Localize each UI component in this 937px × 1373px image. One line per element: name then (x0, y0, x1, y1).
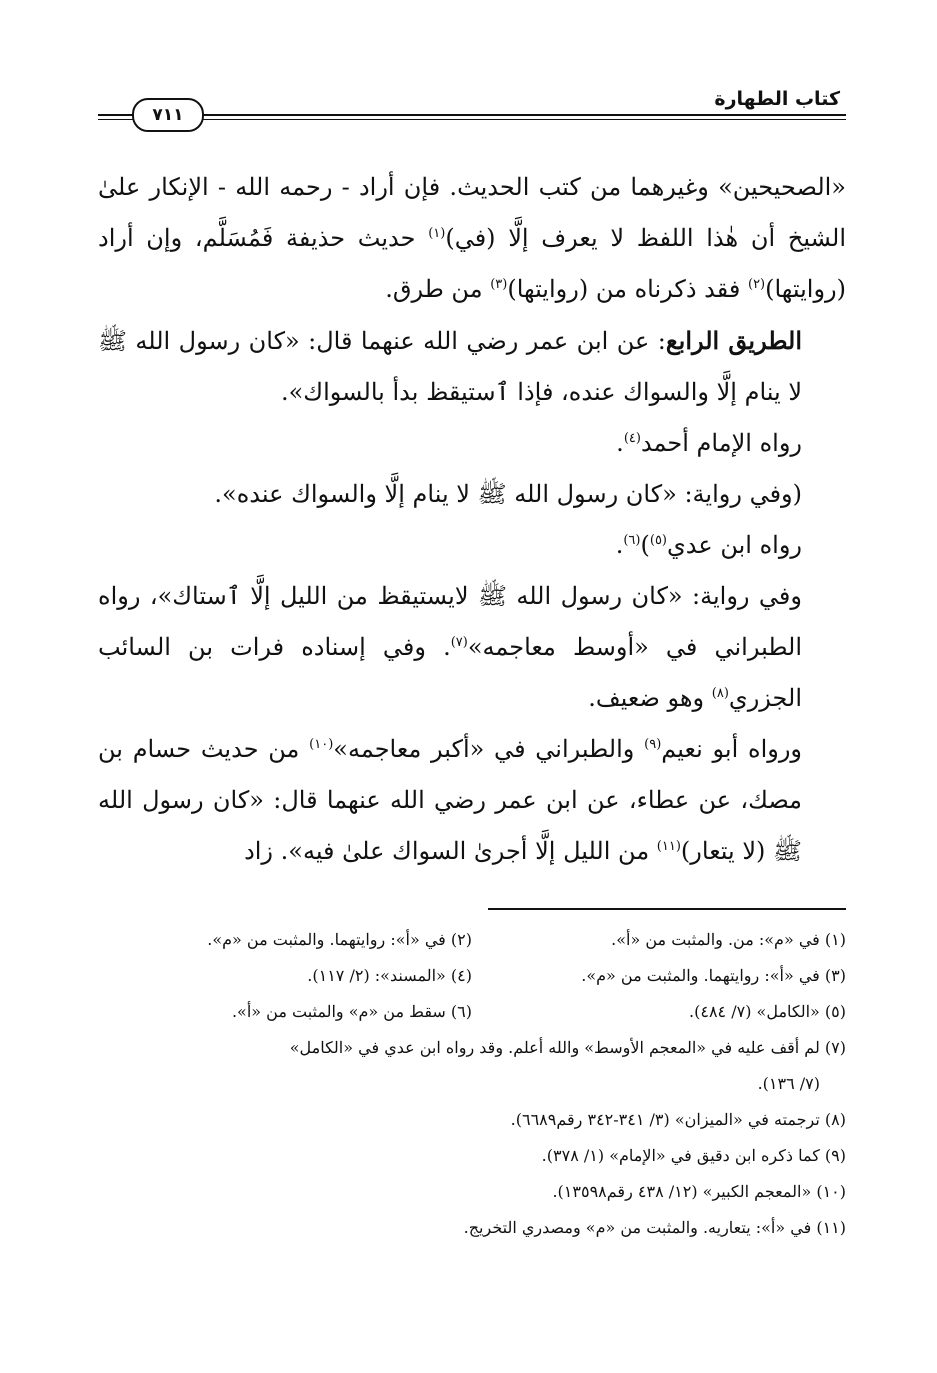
footnote-5: (٥) «الكامل» (٧/ ٤٨٤). (689, 1002, 846, 1021)
paragraph-6 (98, 571, 846, 724)
footnote-ref-10: (١٠) (309, 737, 334, 752)
text-run: ) (640, 531, 650, 559)
footnote-11: (١١) في «أ»: يتعاريه. والمثبت من «م» ومصدري التخريج. (463, 1218, 846, 1237)
header-rule-top (98, 114, 846, 116)
footnote-ref-7: (٧) (450, 635, 468, 650)
text-run: . وفي إسناده فرات بن السائب الجزري (98, 633, 802, 712)
paragraph-4 (98, 469, 846, 520)
text-run: : عن ابن عمر رضي الله عنهما قال: «كان رسول الله ﷺ لا ينام إلَّا والسواك عنده، فإذا ٱستيقظ بدأ بالسواك». (98, 327, 802, 406)
text-run: . (616, 429, 624, 457)
header-rule-bottom (98, 119, 846, 120)
text-run: (وفي رواية: «كان رسول الله ﷺ لا ينام إلَّا والسواك عنده». (214, 480, 802, 508)
paragraph-3 (98, 418, 846, 469)
footnote-row (98, 958, 846, 994)
text-run: «الصحيحين» وغيرهما من كتب الحديث. فإن أراد - رحمه الله - الإنكار علىٰ الشيخ أن هٰذا اللفظ لا يعرف إلَّا (في) (98, 173, 846, 252)
footnote-ref-8: (٨) (711, 686, 729, 701)
footnote-ref-11: (١١) (656, 839, 681, 854)
text-run: حديث حذيفة فَمُسَلَّم، وإن أراد (روايتها) (98, 224, 846, 303)
footnote-1: (١) في «م»: من. والمثبت من «أ». (611, 930, 846, 949)
footnote-ref-1: (١) (428, 226, 446, 241)
text-run: رواه الإمام أحمد (640, 429, 802, 457)
footnotes (98, 922, 846, 1246)
footnote-row (98, 922, 846, 958)
footnote-ref-4: (٤) (623, 431, 641, 446)
text-run: ورواه أبو نعيم (661, 735, 803, 763)
footnote-6: (٦) سقط من «م» والمثبت من «أ». (231, 1002, 472, 1021)
text-run: والطبراني في «أكبر معاجمه» (333, 735, 645, 763)
text-run: رواه ابن عدي (667, 531, 802, 559)
paragraph-7 (98, 724, 846, 877)
section-heading: الطريق الرابع (665, 326, 802, 355)
text-run: فقد ذكرناه من (روايتها) (507, 275, 748, 303)
footnote-7: (٧) لم أقف عليه في «المعجم الأوسط» والله أعلم. وقد رواه ابن عدي في «الكامل» (289, 1038, 846, 1057)
footnote-ref-3: (٣) (490, 277, 508, 292)
text-run: وهو ضعيف. (588, 684, 712, 712)
footnote-7-continued: (٧/ ١٣٦). (757, 1074, 820, 1093)
book-title: كتاب الطهارة (714, 88, 840, 110)
text-run: . (615, 531, 624, 559)
footnote-ref-9: (٩) (644, 737, 662, 752)
text-run: من الليل إلَّا أجرىٰ السواك علىٰ فيه». زاد (244, 837, 657, 865)
footnote-ref-2: (٢) (747, 277, 766, 292)
footnote-10: (١٠) «المعجم الكبير» (١٢/ ٤٣٨ رقم١٣٥٩٨). (552, 1182, 846, 1201)
paragraph-5 (98, 520, 846, 571)
footnote-9: (٩) كما ذكره ابن دقيق في «الإمام» (١/ ٣٧٨). (541, 1146, 846, 1165)
paragraph-2 (98, 315, 846, 418)
footnote-ref-6: (٦) (623, 533, 641, 548)
footnote-ref-5: (٥) (649, 533, 667, 548)
text-run: من طرق. (385, 275, 491, 303)
footnote-4: (٤) «المسند»: (٢/ ١١٧). (307, 966, 472, 985)
page-number: ٧١١ (132, 98, 204, 132)
footnote-8: (٨) ترجمته في «الميزان» (٣/ ٣٤١-٣٤٢ رقم٦٦٨٩). (510, 1110, 846, 1129)
text-run: من حديث حسام بن مصك، عن عطاء، عن ابن عمر رضي الله عنهما قال: «كان رسول الله ﷺ (لا يتعار) (98, 735, 802, 865)
footnote-2: (٢) في «أ»: روايتهما. والمثبت من «م». (207, 930, 472, 949)
paragraph-1 (98, 162, 846, 315)
footnote-separator (488, 908, 846, 910)
footnote-row (98, 994, 846, 1030)
main-text (98, 162, 846, 877)
text-run: وفي رواية: «كان رسول الله ﷺ لايستيقظ من الليل إلَّا ٱستاك»، رواه الطبراني في «أوسط معاجمه» (98, 582, 802, 661)
footnote-3: (٣) في «أ»: روايتهما. والمثبت من «م». (581, 966, 846, 985)
page-header (98, 84, 846, 132)
